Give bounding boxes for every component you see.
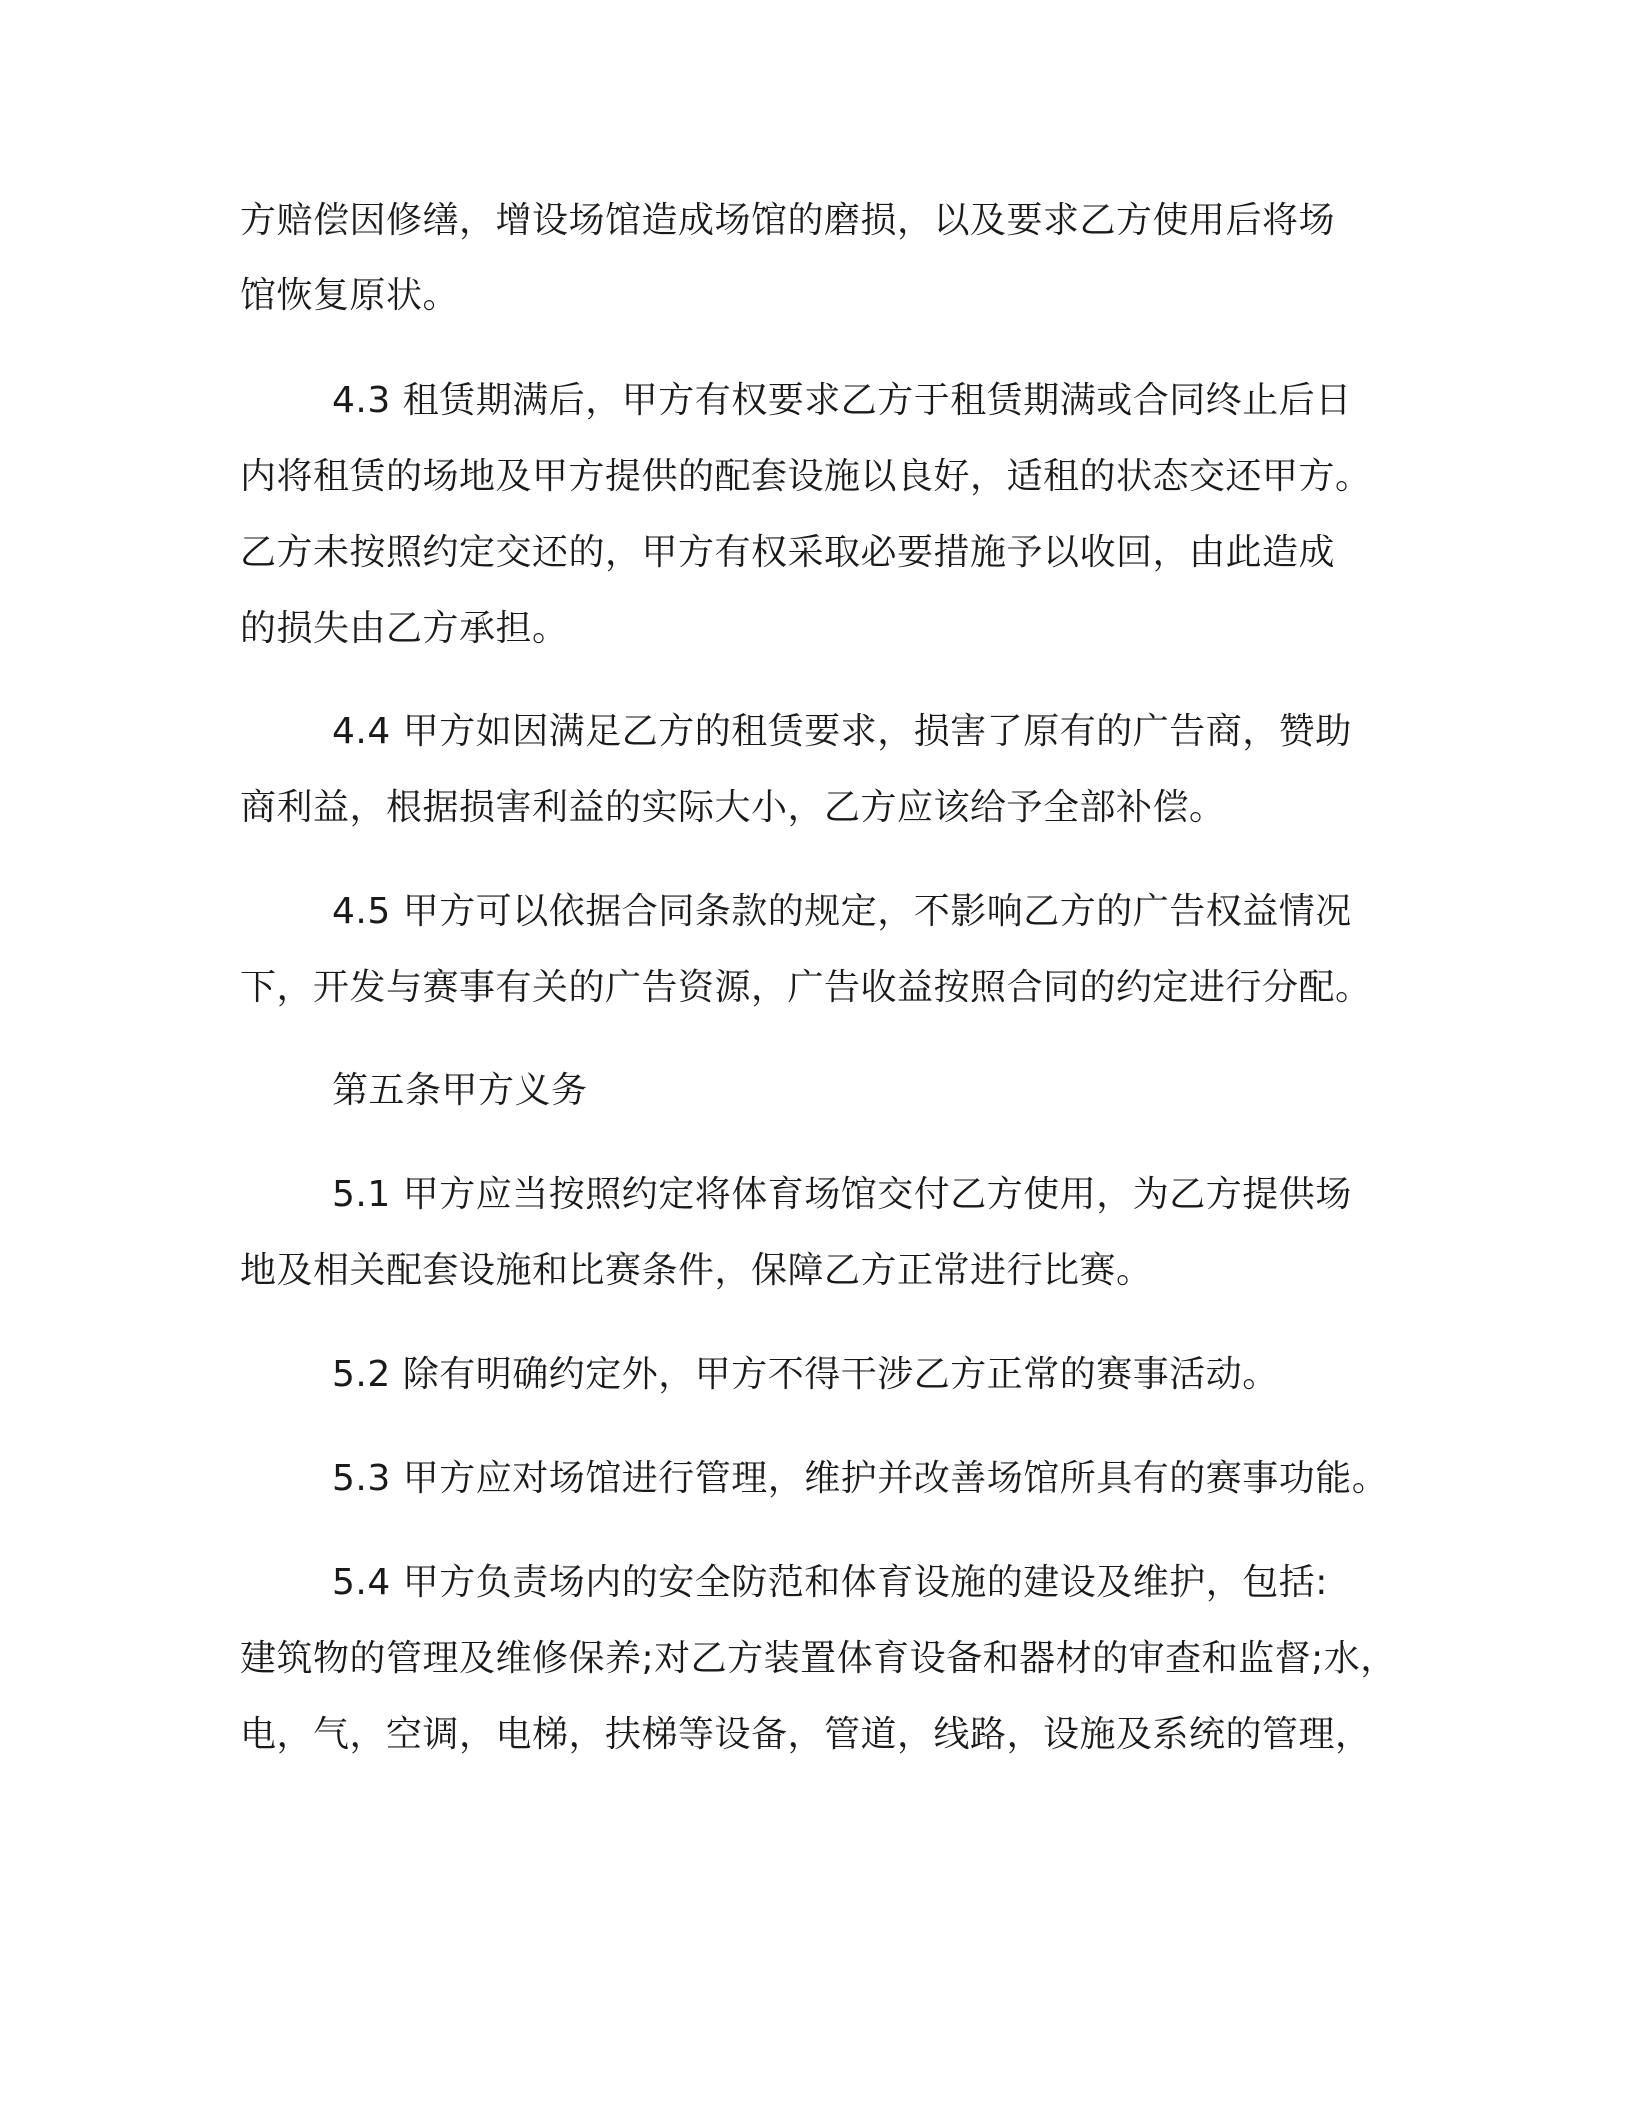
section-heading: 第五条甲方义务 [332,1070,588,1111]
text-line: 地及相关配套设施和比赛条件，保障乙方正常进行比赛。 [240,1250,1153,1291]
text-line: 下，开发与赛事有关的广告资源，广告收益按照合同的约定进行分配。 [240,967,1372,1008]
text-line: 内将租赁的场地及甲方提供的配套设施以良好，适租的状态交还甲方。 [240,456,1372,497]
text-line: 方赔偿因修缮，增设场馆造成场馆的磨损，以及要求乙方使用后将场 [240,200,1336,241]
text-line: 5.3 甲方应对场馆进行管理，维护并改善场馆所具有的赛事功能。 [332,1458,1389,1499]
text-line: 4.3 租赁期满后，甲方有权要求乙方于租赁期满或合同终止后日 [332,380,1352,421]
text-line: 5.4 甲方负责场内的安全防范和体育设施的建设及维护，包括: [332,1562,1328,1603]
text-line: 建筑物的管理及维修保养;对乙方装置体育设备和器材的审查和监督;水， [240,1638,1397,1679]
text-line: 5.2 除有明确约定外，甲方不得干涉乙方正常的赛事活动。 [332,1354,1279,1395]
text-line: 电，气，空调，电梯，扶梯等设备，管道，线路，设施及系统的管理， [240,1714,1372,1755]
text-line: 的损失由乙方承担。 [240,608,569,649]
text-line: 4.5 甲方可以依据合同条款的规定，不影响乙方的广告权益情况 [332,891,1352,932]
text-line: 乙方未按照约定交还的，甲方有权采取必要措施予以收回，由此造成 [240,532,1336,573]
text-line: 馆恢复原状。 [240,275,460,316]
text-line: 4.4 甲方如因满足乙方的租赁要求，损害了原有的广告商，赞助 [332,711,1352,752]
text-line: 商利益，根据损害利益的实际大小，乙方应该给予全部补偿。 [240,787,1226,828]
text-line: 5.1 甲方应当按照约定将体育场馆交付乙方使用，为乙方提供场 [332,1174,1352,1215]
